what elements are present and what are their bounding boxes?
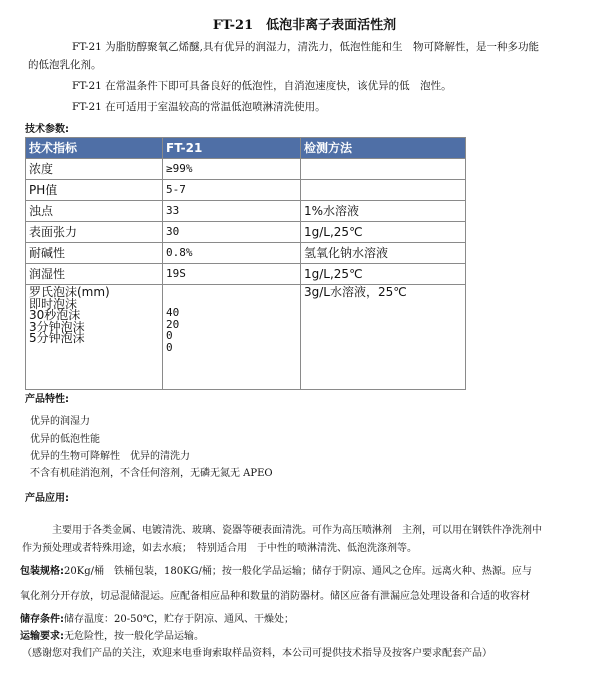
feature-item: 优异的润湿力 — [30, 416, 90, 427]
feature-item: 不含有机硅消泡剂，不含任何溶剂，无磷无氮无 APEO — [30, 468, 273, 479]
row-value: 33 — [163, 201, 301, 222]
header-method: 检测方法 — [301, 138, 466, 159]
feature-item: 优异的生物可降解性 优异的清洗力 — [30, 451, 190, 462]
spec-table — [25, 137, 466, 390]
foam-value: 0 — [166, 340, 173, 354]
table-header-row — [26, 138, 466, 159]
row-value: 0.8% — [163, 243, 301, 264]
row-method — [301, 159, 466, 180]
storage-label: 储存条件: — [20, 614, 64, 625]
transport-label: 运输要求: — [20, 631, 64, 642]
foam-row — [26, 285, 466, 390]
row-value: 30 — [163, 222, 301, 243]
row-value: 19S — [163, 264, 301, 285]
packaging-label: 包装规格: — [20, 566, 64, 577]
intro-paragraph-1-line-2: 的低泡乳化剂。 — [28, 59, 102, 71]
foam-values-cell — [163, 285, 301, 390]
intro-paragraph-2: FT-21 在常温条件下即可具备良好的低泡性，自消泡速度快，该优异的低 泡性。 — [72, 80, 452, 92]
intro-paragraph-1-line-1: FT-21 为脂肪醇聚氧乙烯醚,具有优异的润湿力，清洗力，低泡性能和生 物可降解性，是一种多功能 — [72, 41, 540, 53]
row-method — [301, 180, 466, 201]
row-value: ≥99% — [163, 159, 301, 180]
application-line-2: 作为预处理或者特殊用途，如去水痕； 特别适合用 于中性的喷淋清洗、低泡洗涤剂等。 — [22, 543, 417, 554]
footer-note: （感谢您对我们产品的关注，欢迎来电垂询索取样品资料，本公司可提供技术指导及按客户要求配套产品） — [22, 648, 492, 659]
row-label: 浓度 — [26, 159, 163, 180]
row-label: 耐碱性 — [26, 243, 163, 264]
row-method: 1g/L,25℃ — [301, 264, 466, 285]
header-product: FT-21 — [163, 138, 301, 159]
table-row — [26, 222, 466, 243]
row-method: 1g/L,25℃ — [301, 222, 466, 243]
row-label: PH值 — [26, 180, 163, 201]
packaging-text: 20Kg/桶 铁桶包装，180KG/桶；按一般化学品运输；储存于阴凉、通风之仓库。远离火种、热源。应与 — [64, 566, 532, 577]
features-heading: 产品特性: — [25, 394, 69, 405]
row-label: 表面张力 — [26, 222, 163, 243]
header-indicator: 技术指标 — [26, 138, 163, 159]
table-row — [26, 243, 466, 264]
row-label: 润湿性 — [26, 264, 163, 285]
foam-method-cell: 3g/L水溶液，25℃ — [301, 285, 466, 390]
storage-line — [20, 613, 294, 627]
foam-value: 40 — [166, 306, 180, 319]
foam-value: 20 — [166, 317, 180, 331]
feature-item: 优异的低泡性能 — [30, 434, 100, 445]
application-heading: 产品应用: — [25, 493, 69, 504]
storage-text: 储存温度：20-50℃，贮存于阴凉、通风、干燥处； — [64, 614, 295, 625]
row-method: 氢氧化钠水溶液 — [301, 243, 466, 264]
transport-line — [20, 630, 204, 644]
table-row — [26, 159, 466, 180]
foam-label: 5分钟泡沫 — [29, 331, 85, 345]
intro-paragraph-3: FT-21 在可适用于室温较高的常温低泡喷淋清洗使用。 — [72, 101, 326, 113]
foam-label: 罗氏泡沫(mm) — [29, 285, 110, 299]
row-label: 浊点 — [26, 201, 163, 222]
foam-labels-cell — [26, 285, 163, 390]
application-line-1: 主要用于各类金属、电镀清洗、玻璃、瓷器等硬表面清洗。可作为高压喷淋剂 主剂，可以用在钢铁件净洗剂中 — [52, 525, 542, 536]
transport-text: 无危险性，按一般化学品运输。 — [64, 631, 204, 642]
packaging-line-2: 氧化剂分开存放，切忌混储混运。应配备相应品种和数量的消防器材。储区应备有泄漏应急处理设备和合适的收容材 — [20, 591, 530, 602]
table-row — [26, 180, 466, 201]
foam-value: 0 — [166, 329, 173, 342]
table-row — [26, 264, 466, 285]
document-title: FT-21 低泡非离子表面活性剂 — [212, 18, 397, 33]
row-method: 1%水溶液 — [301, 201, 466, 222]
packaging-line-1 — [20, 565, 532, 579]
foam-label: 30秒泡沫 — [29, 308, 81, 322]
table-row — [26, 201, 466, 222]
row-value: 5-7 — [163, 180, 301, 201]
foam-label: 3分钟泡沫 — [29, 319, 85, 334]
tech-params-heading: 技术参数: — [25, 124, 69, 135]
foam-label: 即时泡沫 — [29, 296, 78, 311]
